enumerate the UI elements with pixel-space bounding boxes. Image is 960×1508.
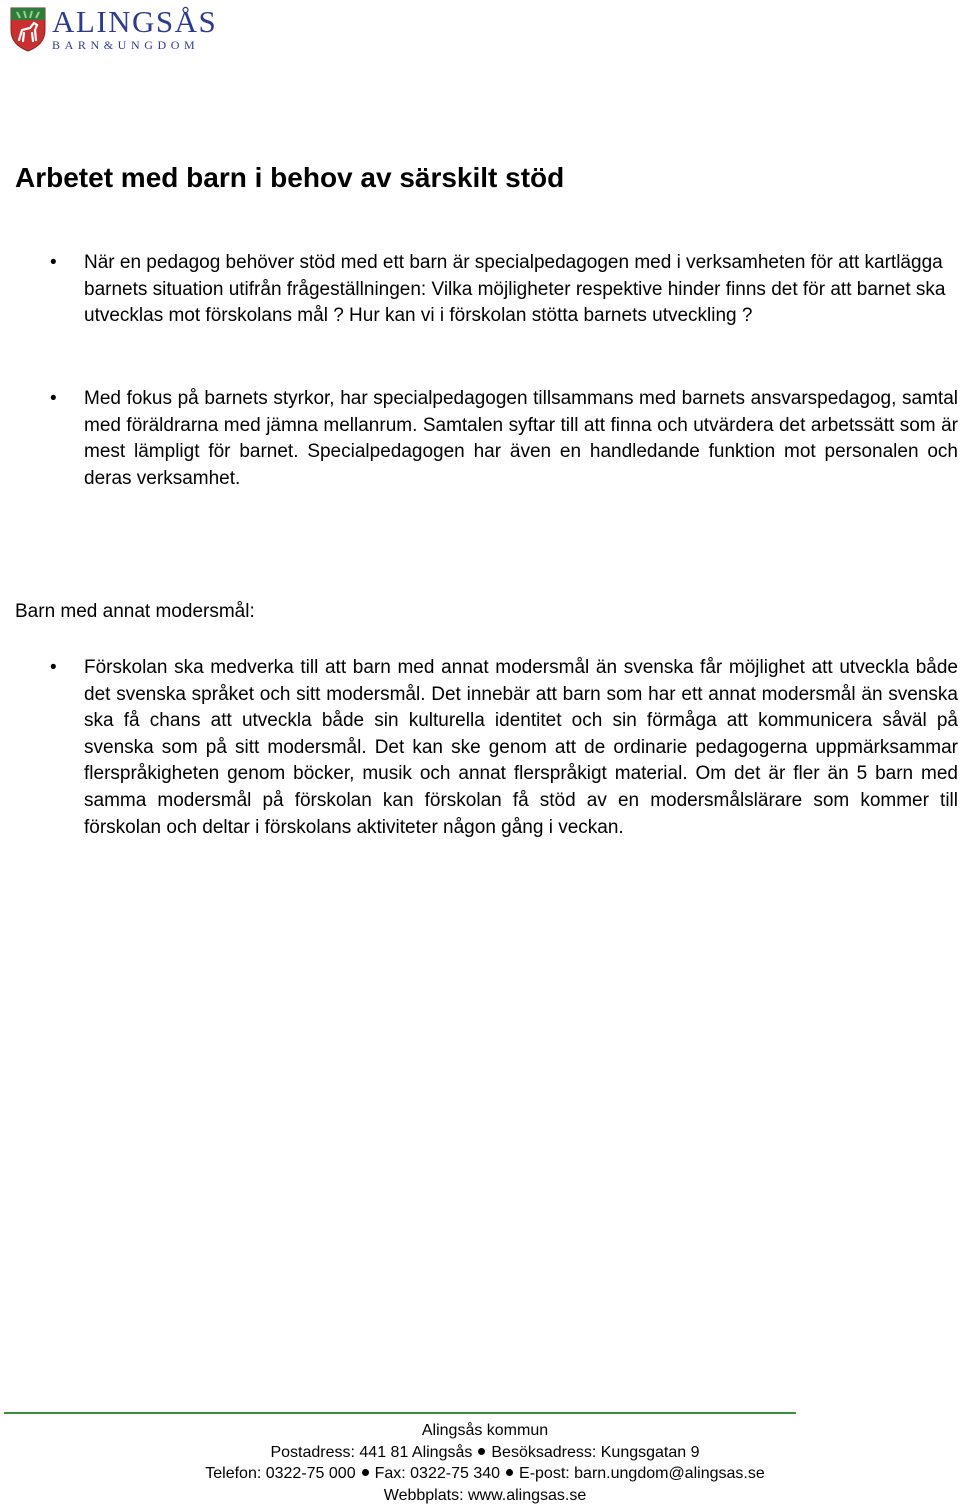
bullet-icon: • bbox=[50, 388, 57, 409]
logo-subtitle: BARN&UNGDOM bbox=[52, 38, 200, 52]
footer-visit: Besöksadress: Kungsgatan 9 bbox=[491, 1443, 700, 1461]
bullet-icon: • bbox=[50, 657, 57, 678]
header-logo bbox=[10, 6, 217, 54]
list-item: När en pedagog behöver stöd med ett barn är specialpedagogen med i verksamheten för att kartlägga barnets situation utifrån frågeställningen: Vilka möjligheter respektive hinder finns det för att barnet ska utvecklas mot förskolans mål ? Hur kan vi i förskolan stötta barnets utveckling ? bbox=[84, 252, 946, 327]
section-label: Barn med annat modersmål: bbox=[15, 601, 255, 622]
footer-fax: Fax: 0322-75 340 bbox=[374, 1465, 501, 1482]
footer bbox=[0, 1420, 960, 1506]
municipal-crest-icon bbox=[10, 6, 46, 52]
logo-name: ALINGSÅS bbox=[52, 4, 218, 39]
footer-org: Alingsås kommun bbox=[421, 1422, 549, 1439]
bullet-icon: • bbox=[50, 252, 57, 273]
footer-web[interactable]: Webbplats: www.alingsas.se bbox=[383, 1486, 587, 1504]
separator-dot-icon bbox=[506, 1469, 513, 1476]
separator-dot-icon bbox=[362, 1469, 369, 1476]
footer-phone: Telefon: 0322-75 000 bbox=[205, 1465, 356, 1482]
footer-postal: Postadress: 441 81 Alingsås bbox=[270, 1443, 473, 1461]
footer-divider bbox=[4, 1412, 796, 1414]
footer-email[interactable]: E-post: barn.ungdom@alingsas.se bbox=[519, 1465, 765, 1482]
list-item: Med fokus på barnets styrkor, har specialpedagogen tillsammans med barnets ansvarspedagog, samtal med föräldrarna med jämna mellanrum. Samtalen syftar till att finna och utvärdera det arbetssätt som är mest lämpligt för barnet. Specialpedagogen har även en handledande funktion mot personalen och deras verksamhet. bbox=[84, 388, 958, 489]
footer-address-line bbox=[0, 1442, 960, 1464]
list-item: Förskolan ska medverka till att barn med annat modersmål än svenska får möjlighet att utveckla både det svenska språket och sitt modersmål. Det innebär att barn som har ett annat modersmål än svenska ska få chans att utveckla både sin kulturella identitet och sin förmåga att kommunicera såväl på svenska som på sitt modersmål. Det kan ske genom att de ordinarie pedagogerna uppmärksammar flerspråkigheten genom böcker, musik och annat flerspråkigt material. Om det är fler än 5 barn med samma modersmål på förskolan kan förskolan få stöd av en modersmålslärare som kommer till förskolan och deltar i förskolans aktiviteter någon gång i veckan. bbox=[84, 657, 958, 838]
footer-contact-line bbox=[0, 1463, 960, 1485]
separator-dot-icon bbox=[478, 1448, 485, 1455]
page-title: Arbetet med barn i behov av särskilt stöd bbox=[15, 162, 565, 193]
